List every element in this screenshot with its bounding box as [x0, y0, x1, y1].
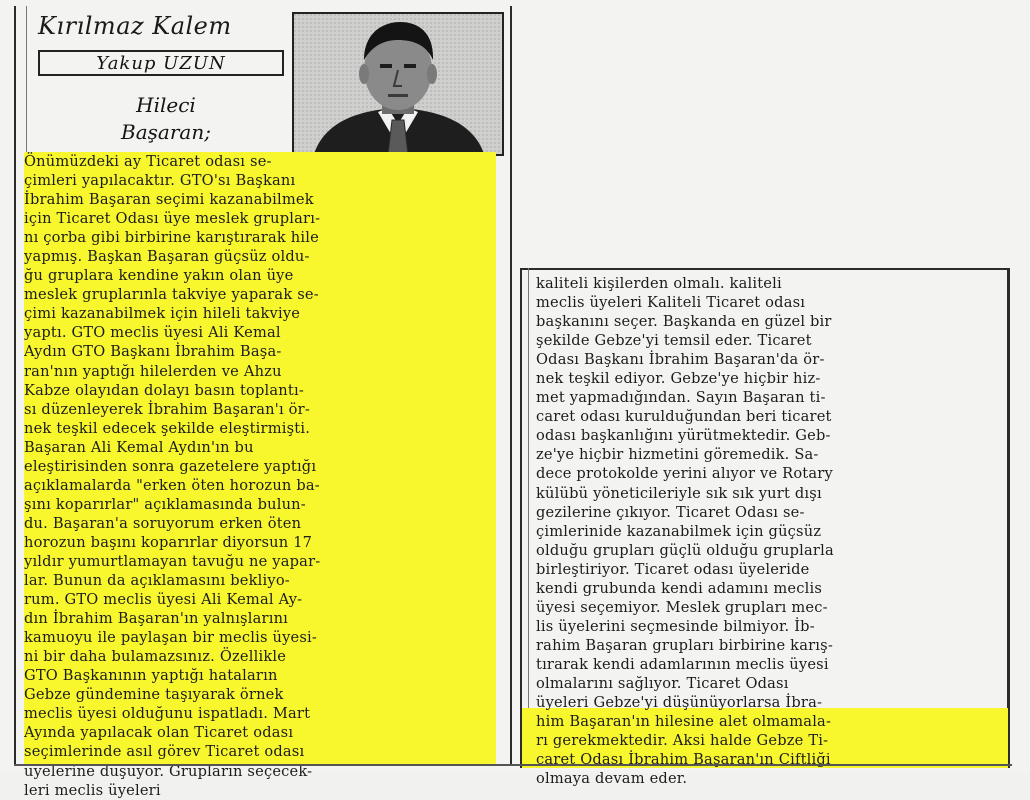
- right-column-rule: [528, 268, 529, 768]
- right-article-line: kendi grubunda kendi adamını meclis: [536, 579, 823, 597]
- author-photo: [292, 12, 504, 156]
- left-article-line: lar. Bunun da açıklamasını bekliyo-: [24, 572, 290, 590]
- left-article-line: için Ticaret Odası üye meslek grupları-: [24, 210, 321, 228]
- headline-line-1: Hileci: [136, 93, 196, 117]
- left-article-line: yaptı. GTO meclis üyesi Ali Kemal: [24, 324, 281, 342]
- left-article-line: üyelerine düşüyor. Grupların seçecek-: [24, 762, 313, 780]
- right-article-line: olmaya devam eder.: [536, 770, 688, 788]
- right-article-line: caret odası kurulduğundan beri ticaret: [536, 408, 832, 426]
- left-article-line: Önümüzdeki ay Ticaret odası se-: [24, 153, 272, 170]
- right-article-line: üyeleri Gebze'yi düşünüyorlarsa İbra-: [536, 694, 823, 712]
- headline: [76, 92, 256, 146]
- left-article-line: sı düzenleyerek İbrahim Başaran'ı ör-: [24, 400, 310, 418]
- left-article-line: horozun başını koparırlar diyorsun 17: [24, 533, 313, 551]
- column-title: Kırılmaz Kalem: [38, 12, 232, 40]
- right-article-line: olduğu grupları güçlü olduğu gruplarla: [536, 541, 834, 559]
- bottom-rule: [14, 764, 1012, 766]
- left-article-line: İbrahim Başaran seçimi kazanabilmek: [24, 191, 314, 209]
- left-article-line: meslek gruplarınla takviye yaparak se-: [24, 286, 319, 304]
- right-article-line: başkanını seçer. Başkanda en güzel bir: [536, 313, 832, 331]
- left-article-line: eleştirisinden sonra gazetelere yaptığı: [24, 457, 317, 475]
- right-article-line: met yapmadığından. Sayın Başaran ti-: [536, 389, 826, 407]
- left-article-line: yıldır yumurtlamayan tavuğu ne yapar-: [24, 552, 321, 570]
- left-article-text: [24, 152, 494, 800]
- right-article-line: çimlerinide kazanabilmek için güçsüz: [536, 522, 822, 540]
- right-article-line: olmalarını sağlıyor. Ticaret Odası: [536, 674, 789, 692]
- left-article-line: nı çorba gibi birbirine karıştırarak hile: [24, 229, 319, 247]
- right-article-line: lis üyelerini seçmesinde bilmiyor. İb-: [536, 617, 815, 635]
- right-article-line: ze'ye hiçbir hizmetini göremedik. Sa-: [536, 446, 819, 464]
- left-article-line: çimleri yapılacaktır. GTO'sı Başkanı: [24, 172, 296, 190]
- right-article-text: [536, 274, 1002, 788]
- right-article-line: birleştiriyor. Ticaret odası üyeleride: [536, 560, 810, 578]
- right-article-line: caret Odası İbrahim Başaran'ın Ciftliği: [536, 751, 831, 769]
- right-article-line: odası başkanlığını yürütmektedir. Geb-: [536, 427, 831, 445]
- left-article-line: Kabze olayıdan dolayı basın toplantı-: [24, 381, 304, 399]
- right-article-line: dece protokolde yerini alıyor ve Rotary: [536, 465, 833, 483]
- right-article-line: rı gerekmektedir. Aksi halde Gebze Ti-: [536, 732, 829, 750]
- left-article-line: GTO Başkanının yaptığı hataların: [24, 667, 278, 685]
- left-article-line: ni bir daha bulamazsınız. Özellikle: [24, 648, 287, 666]
- left-article-line: açıklamalarda "erken öten horozun ba-: [24, 476, 320, 494]
- right-article-line: külübü yöneticileriyle sık sık yurt dışı: [536, 484, 822, 502]
- left-article-line: meclis üyesi olduğunu ispatladı. Mart: [24, 705, 311, 723]
- left-article-line: ğu gruplara kendine yakın olan üye: [24, 267, 294, 285]
- left-article-line: Başaran Ali Kemal Aydın'ın bu: [24, 438, 254, 456]
- right-article-line: Odası Başkanı İbrahim Başaran'da ör-: [536, 351, 825, 369]
- right-article-line: üyesi seçemiyor. Meslek grupları mec-: [536, 598, 828, 616]
- left-article-line: şını koparırlar" açıklamasında bulun-: [24, 495, 306, 513]
- left-article-line: seçimlerinde asıl görev Ticaret odası: [24, 743, 305, 761]
- right-article-line: kaliteli kişilerden olmalı. kaliteli: [536, 275, 782, 292]
- headline-line-2: Başaran;: [121, 120, 211, 144]
- left-article-line: Ayında yapılacak olan Ticaret odası: [24, 724, 294, 742]
- right-article-line: nek teşkil ediyor. Gebze'ye hiçbir hiz-: [536, 370, 821, 388]
- right-article-line: him Başaran'ın hilesine alet olmamala-: [536, 713, 832, 731]
- right-article-line: rahim Başaran grupları birbirine karış-: [536, 636, 833, 654]
- right-article-line: tırarak kendi adamlarının meclis üyesi: [536, 655, 829, 673]
- left-article-line: rum. GTO meclis üyesi Ali Kemal Ay-: [24, 591, 303, 609]
- left-article-line: yapmış. Başkan Başaran güçsüz oldu-: [24, 248, 310, 266]
- left-article-line: çimi kazanabilmek için hileli takviye: [24, 305, 301, 323]
- left-article-line: leri meclis üyeleri: [24, 781, 161, 799]
- left-article-line: dın İbrahim Başaran'ın yalnışlarını: [24, 610, 289, 628]
- right-article-line: gezilerine çıkıyor. Ticaret Odası se-: [536, 503, 805, 521]
- left-article-line: du. Başaran'a soruyorum erken öten: [24, 514, 302, 532]
- right-article-line: şekilde Gebze'yi temsil eder. Ticaret: [536, 332, 812, 350]
- left-article-line: kamuoyu ile paylaşan bir meclis üyesi-: [24, 629, 318, 647]
- left-article-line: nek teşkil edecek şekilde eleştirmişti.: [24, 419, 311, 437]
- author-name: Yakup UZUN: [38, 50, 284, 76]
- left-article-line: ran'nın yaptığı hilelerden ve Ahzu: [24, 362, 282, 380]
- left-article-line: Gebze gündemine taşıyarak örnek: [24, 686, 284, 704]
- left-article-line: Aydın GTO Başkanı İbrahim Başa-: [24, 343, 282, 361]
- right-article-line: meclis üyeleri Kaliteli Ticaret odası: [536, 294, 806, 312]
